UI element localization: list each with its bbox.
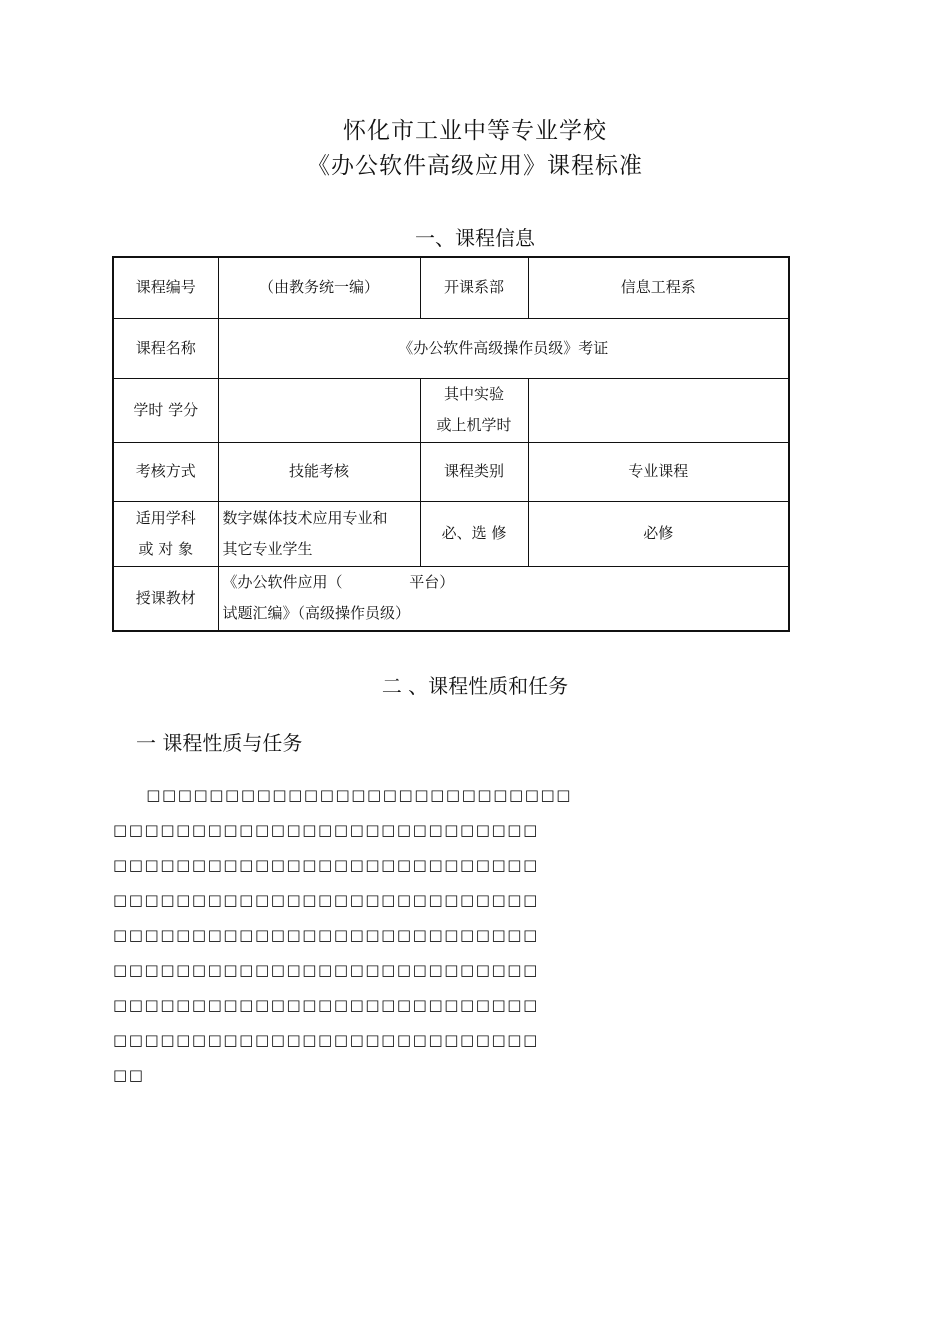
table-row bbox=[113, 257, 789, 318]
value-course-code: （由教务统一编） bbox=[218, 257, 420, 318]
value-textbook-line2: 试题汇编》（高级操作员级） bbox=[222, 604, 411, 623]
label-hours-credits: 学时 学分 bbox=[113, 378, 218, 442]
value-course-category: 专业课程 bbox=[528, 442, 789, 501]
value-lab-hours bbox=[528, 378, 789, 442]
label-assessment: 考核方式 bbox=[113, 442, 218, 501]
paragraph-line: □□□□□□□□□□□□□□□□□□□□□□□□□□□ bbox=[113, 821, 539, 839]
label-lab-hours bbox=[420, 378, 528, 442]
table-row bbox=[113, 566, 789, 631]
label-course-name: 课程名称 bbox=[113, 318, 218, 378]
paragraph-line: □□□□□□□□□□□□□□□□□□□□□□□□□□□ bbox=[113, 926, 539, 944]
value-assessment: 技能考核 bbox=[218, 442, 420, 501]
label-course-code: 课程编号 bbox=[113, 257, 218, 318]
value-required-elective: 必修 bbox=[528, 501, 789, 566]
value-department: 信息工程系 bbox=[528, 257, 789, 318]
value-target-line2: 其它专业学生 bbox=[222, 539, 313, 558]
table-row bbox=[113, 501, 789, 566]
subsection-heading-nature-tasks: 一 课程性质与任务 bbox=[136, 731, 303, 755]
school-name: 怀化市工业中等专业学校 bbox=[343, 118, 607, 144]
label-lab-hours-line1: 其中实验 bbox=[443, 385, 504, 403]
paragraph-line: □□ bbox=[113, 1066, 145, 1084]
paragraph-line: □□□□□□□□□□□□□□□□□□□□□□□□□□□ bbox=[113, 786, 573, 804]
value-course-name: 《办公软件高级操作员级》考证 bbox=[218, 318, 789, 378]
value-target-audience bbox=[218, 501, 420, 566]
paragraph-line: □□□□□□□□□□□□□□□□□□□□□□□□□□□ bbox=[113, 891, 539, 909]
label-department: 开课系部 bbox=[420, 257, 528, 318]
section-heading-course-info: 一、课程信息 bbox=[415, 226, 535, 250]
course-info-table bbox=[112, 256, 790, 632]
label-required-elective: 必、选 修 bbox=[420, 501, 528, 566]
value-textbook bbox=[218, 566, 789, 631]
table-row bbox=[113, 318, 789, 378]
paragraph-line: □□□□□□□□□□□□□□□□□□□□□□□□□□□ bbox=[113, 856, 539, 874]
section-heading-course-nature: 二 、课程性质和任务 bbox=[381, 674, 569, 698]
label-target-line2: 或 对 象 bbox=[138, 539, 194, 558]
label-course-category: 课程类别 bbox=[420, 442, 528, 501]
label-textbook: 授课教材 bbox=[113, 566, 218, 631]
value-textbook-line1: 《办公软件应用（ 平台） bbox=[222, 573, 455, 592]
table-row bbox=[113, 442, 789, 501]
value-hours-credits bbox=[218, 378, 420, 442]
paragraph-line: □□□□□□□□□□□□□□□□□□□□□□□□□□□ bbox=[113, 961, 539, 979]
label-target-line1: 适用学科 bbox=[135, 508, 196, 527]
label-lab-hours-line2: 或上机学时 bbox=[436, 416, 512, 434]
document-title: 《办公软件高级应用》课程标准 bbox=[307, 153, 643, 179]
table-row bbox=[113, 378, 789, 442]
label-target-audience bbox=[113, 501, 218, 566]
paragraph-line: □□□□□□□□□□□□□□□□□□□□□□□□□□□ bbox=[113, 1031, 539, 1049]
paragraph-line: □□□□□□□□□□□□□□□□□□□□□□□□□□□ bbox=[113, 996, 539, 1014]
value-target-line1: 数字媒体技术应用专业和 bbox=[222, 508, 388, 527]
body-paragraph bbox=[113, 778, 573, 1093]
